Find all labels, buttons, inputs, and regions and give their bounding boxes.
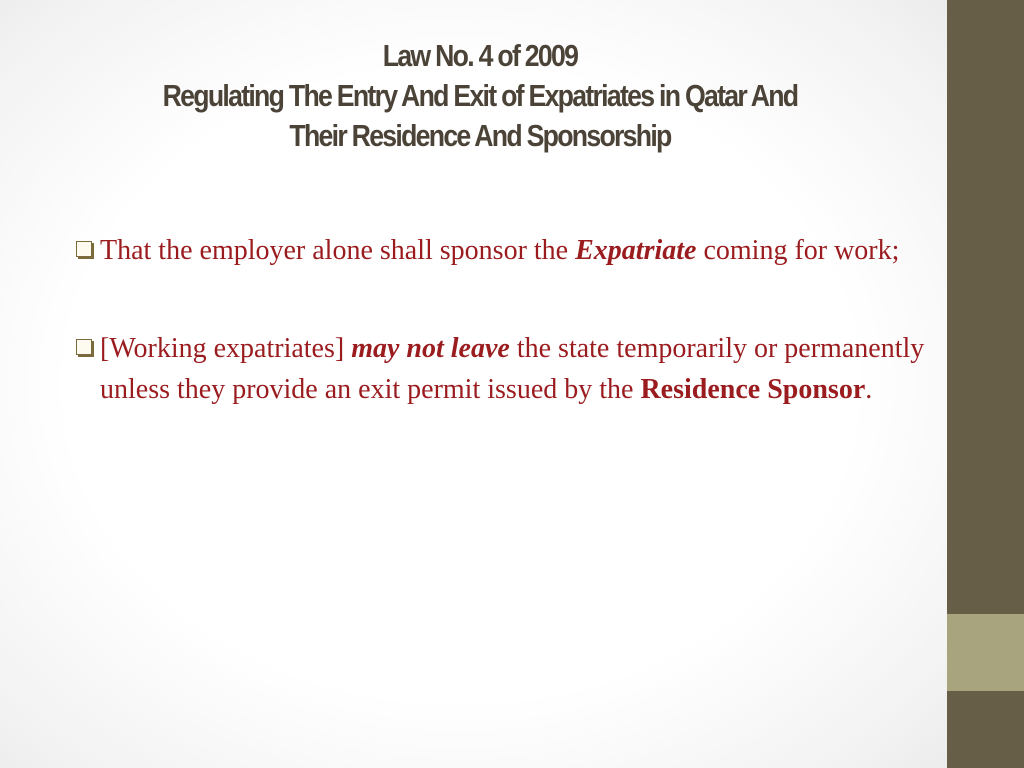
emphasis-expatriate: Expatriate xyxy=(575,235,697,266)
emphasis-residence-sponsor: Residence Sponsor xyxy=(640,374,866,405)
slide-title xyxy=(102,36,859,156)
side-decoration-accent xyxy=(947,614,1024,691)
emphasis-may-not-leave: may not leave xyxy=(351,333,510,364)
bullet-text-segment: coming for work; xyxy=(696,235,900,266)
bullet-item xyxy=(76,230,926,271)
bullet-list xyxy=(76,230,926,467)
bullet-text-segment: the state temporarily or permanently unless they provide an exit permit issued by the xyxy=(100,333,925,405)
square-bullet-icon xyxy=(76,241,92,257)
title-line-3: Their Residence And Sponsorship xyxy=(289,118,671,153)
bullet-text-segment: That the employer alone shall sponsor the xyxy=(100,235,576,266)
square-bullet-icon xyxy=(76,339,92,355)
bullet-text-segment: [Working expatriates] xyxy=(100,333,352,364)
bullet-text xyxy=(100,235,899,266)
title-line-1: Law No. 4 of 2009 xyxy=(382,38,578,73)
bullet-text-segment: . xyxy=(865,374,873,405)
bullet-text xyxy=(100,333,924,405)
title-line-2: Regulating The Entry And Exit of Expatriates in Qatar And xyxy=(162,78,798,113)
bullet-item xyxy=(76,328,926,410)
